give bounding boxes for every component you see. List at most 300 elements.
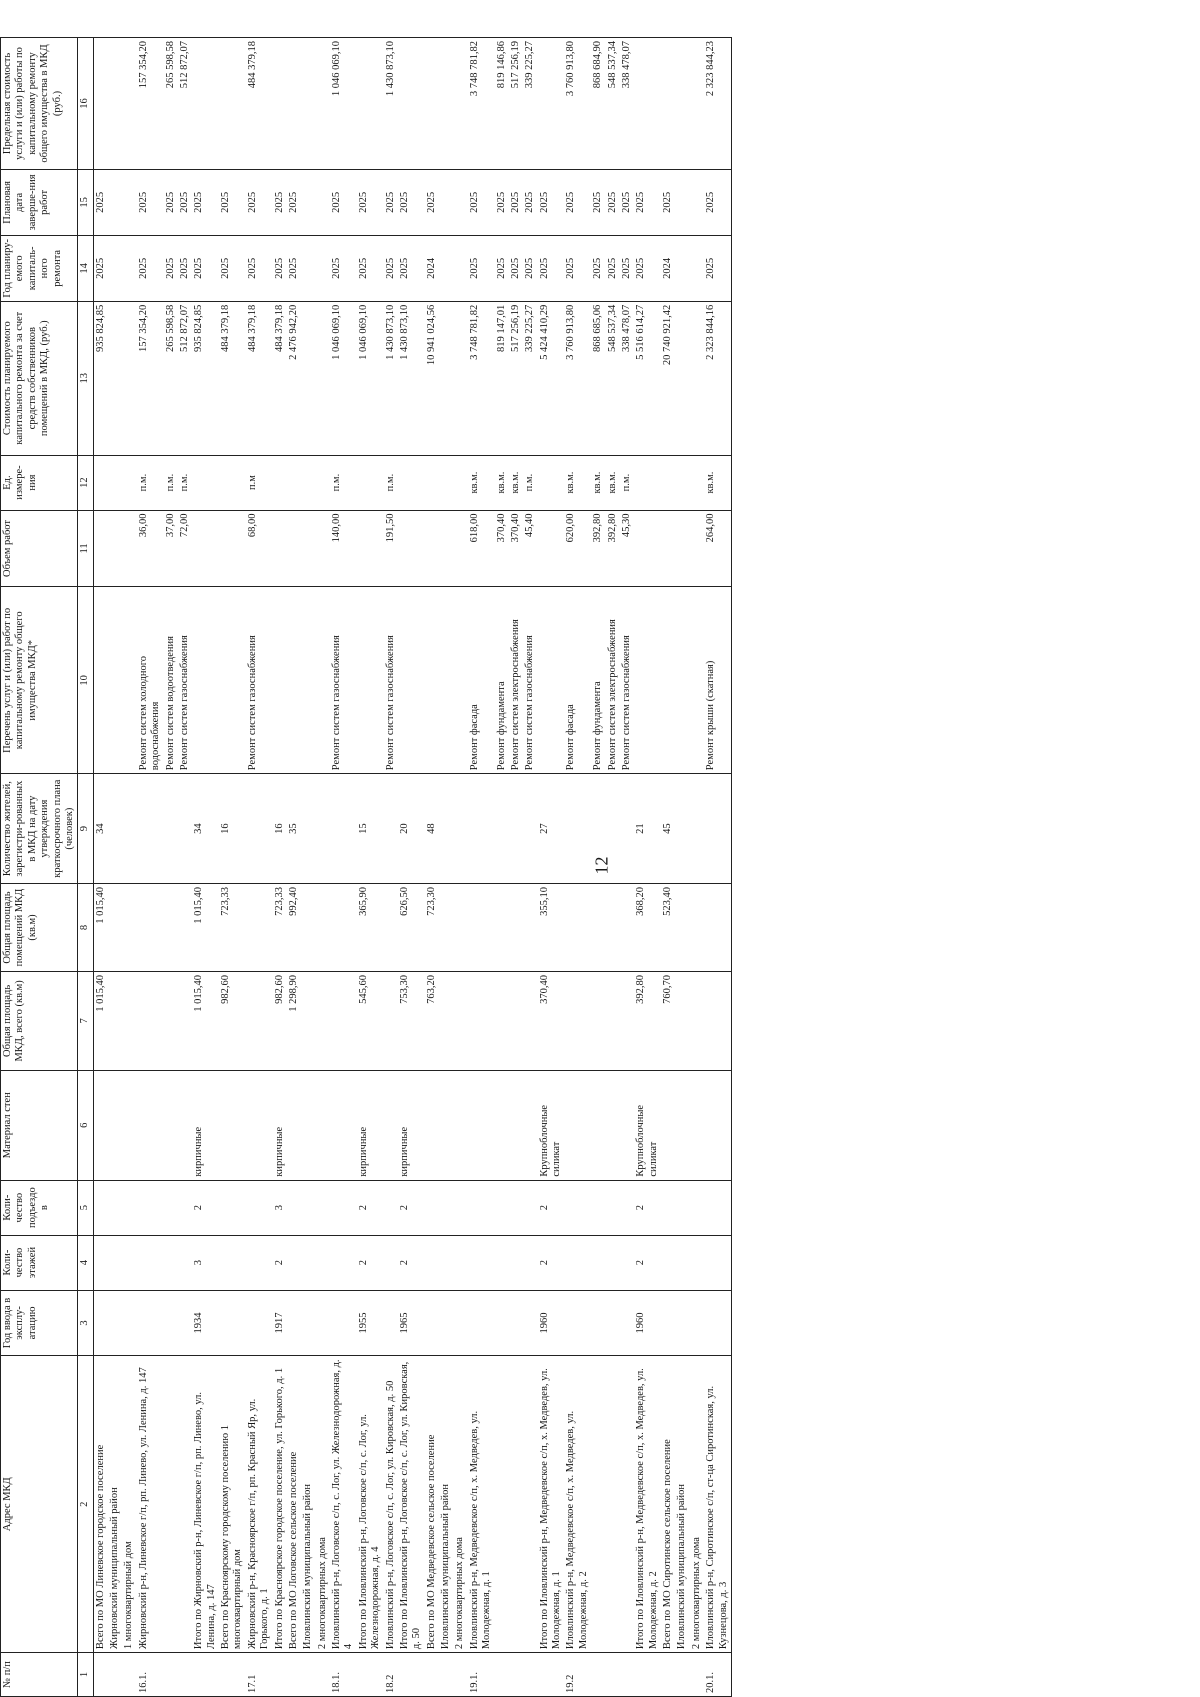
table-cell	[538, 455, 565, 510]
table-cell: 2025	[620, 169, 634, 235]
table-cell	[675, 1653, 689, 1697]
table-cell	[93, 1235, 108, 1290]
table-cell	[425, 1180, 439, 1235]
table-cell	[287, 1070, 301, 1180]
table-cell	[690, 169, 704, 235]
table-cell: Крупноблочные силикат	[634, 1070, 661, 1180]
table-cell: п.м	[246, 455, 273, 510]
table-cell: 868 684,90	[591, 38, 605, 170]
table-cell: 34	[192, 774, 219, 884]
table-cell	[495, 774, 509, 884]
table-cell	[453, 235, 467, 301]
table-cell	[690, 301, 704, 455]
table-row	[495, 38, 509, 1697]
table-row	[122, 38, 136, 1697]
table-row	[620, 38, 634, 1697]
table-cell: 45,40	[523, 510, 537, 587]
table-cell: 20	[398, 774, 425, 884]
table-cell: 2025	[273, 169, 287, 235]
table-cell: 723,33	[273, 884, 287, 972]
table-cell: 36,00	[137, 510, 164, 587]
table-cell: 1 430 873,10	[384, 301, 398, 455]
table-cell: Всего по МО Медведевское сельское поселение	[425, 1356, 439, 1653]
header-col-12: Ед. измере-ния	[1, 455, 78, 510]
table-cell	[137, 971, 164, 1070]
table-cell: 1 046 069,10	[330, 38, 357, 170]
table-cell	[108, 38, 122, 170]
table-cell: 2025	[523, 169, 537, 235]
table-cell	[330, 1290, 357, 1356]
table-cell: 484 379,18	[219, 301, 246, 455]
table-cell	[108, 774, 122, 884]
table-cell	[108, 455, 122, 510]
table-cell	[301, 1235, 315, 1290]
table-cell	[122, 235, 136, 301]
table-cell	[495, 884, 509, 972]
table-cell: 3 748 781,82	[468, 301, 495, 455]
table-cell: 37,00	[164, 510, 178, 587]
table-cell	[634, 510, 661, 587]
table-row	[164, 38, 178, 1697]
table-cell	[122, 38, 136, 170]
table-cell	[178, 774, 192, 884]
table-cell	[425, 1070, 439, 1180]
column-number-3: 3	[78, 1290, 93, 1356]
table-cell: 48	[425, 774, 439, 884]
table-cell: 370,40	[509, 510, 523, 587]
table-cell	[453, 38, 467, 170]
table-cell: 2025	[246, 169, 273, 235]
table-cell	[620, 1290, 634, 1356]
table-cell	[495, 1356, 509, 1653]
table-cell	[122, 1653, 136, 1697]
table-cell	[178, 884, 192, 972]
table-cell: п.м.	[137, 455, 164, 510]
table-cell	[93, 455, 108, 510]
table-cell: 935 824,85	[93, 301, 108, 455]
table-cell	[178, 1235, 192, 1290]
table-cell	[661, 1070, 675, 1180]
table-cell	[246, 774, 273, 884]
table-cell	[564, 1235, 591, 1290]
table-row	[246, 38, 273, 1697]
table-cell: 1 430 873,10	[384, 38, 398, 170]
table-cell	[192, 1653, 219, 1697]
table-cell	[439, 884, 453, 972]
table-cell: 392,80	[591, 510, 605, 587]
table-cell: 18.1.	[330, 1653, 357, 1697]
table-cell	[122, 455, 136, 510]
table-cell	[704, 1235, 731, 1290]
table-cell	[468, 1070, 495, 1180]
table-cell	[564, 774, 591, 884]
table-cell: Итого по Иловлинский р-н, Медведевское с/п, х. Медведев, ул. Молодежная, д. 1	[538, 1356, 565, 1653]
header-row	[1, 38, 78, 1697]
table-cell: кирпичные	[398, 1070, 425, 1180]
table-cell	[468, 884, 495, 972]
table-row	[287, 38, 301, 1697]
table-cell: 2 многоквартирных дома	[453, 1356, 467, 1653]
table-cell	[301, 169, 315, 235]
table-cell: 392,80	[634, 971, 661, 1070]
column-number-12: 12	[78, 455, 93, 510]
table-cell	[316, 235, 330, 301]
table-cell	[523, 1356, 537, 1653]
table-cell: 2 476 942,20	[287, 301, 301, 455]
table-cell	[122, 169, 136, 235]
table-cell	[620, 1070, 634, 1180]
table-cell	[93, 510, 108, 587]
table-cell	[316, 884, 330, 972]
table-cell: 2024	[661, 235, 675, 301]
table-cell	[219, 1180, 246, 1235]
table-cell: 2025	[273, 235, 287, 301]
table-cell: 517 256,19	[509, 38, 523, 170]
table-cell	[509, 1290, 523, 1356]
table-cell	[606, 1290, 620, 1356]
table-cell	[591, 1290, 605, 1356]
table-cell: 2025	[164, 169, 178, 235]
column-number-14: 14	[78, 235, 93, 301]
table-cell: 723,30	[425, 884, 439, 972]
table-cell: 517 256,19	[509, 301, 523, 455]
table-cell: 15	[357, 774, 384, 884]
column-number-5: 5	[78, 1180, 93, 1235]
table-cell: Ремонт систем газоснабжения	[384, 587, 398, 774]
table-row	[316, 38, 330, 1697]
table-cell: 760,70	[661, 971, 675, 1070]
table-cell	[316, 169, 330, 235]
table-row	[384, 38, 398, 1697]
table-cell	[122, 1070, 136, 1180]
table-cell	[606, 1356, 620, 1653]
header-col-6: Материал стен	[1, 1070, 78, 1180]
table-cell: 1 298,90	[287, 971, 301, 1070]
table-cell: 34	[93, 774, 108, 884]
table-cell	[690, 971, 704, 1070]
table-cell: 2	[634, 1235, 661, 1290]
table-cell	[108, 169, 122, 235]
table-cell	[690, 1180, 704, 1235]
table-cell	[538, 510, 565, 587]
table-cell	[439, 1070, 453, 1180]
table-cell: Ремонт систем газоснабжения	[246, 587, 273, 774]
table-cell	[620, 774, 634, 884]
table-cell: кв.м.	[468, 455, 495, 510]
table-row	[192, 38, 219, 1697]
column-number-15: 15	[78, 169, 93, 235]
table-row	[178, 38, 192, 1697]
table-cell: 19.2	[564, 1653, 591, 1697]
table-cell: Иловлинский р-н, Сиротинское с/п, ст-ца Сиротинская, ул. Кузнецова, д. 3	[704, 1356, 731, 1653]
table-row	[93, 38, 108, 1697]
table-cell	[122, 1180, 136, 1235]
table-cell	[316, 455, 330, 510]
table-cell: 2025	[330, 169, 357, 235]
table-cell: 1965	[398, 1290, 425, 1356]
table-cell	[453, 455, 467, 510]
table-cell: Итого по Иловлинский р-н, Логовское с/п, с. Лог, ул. Железнодорожная, д. 4	[357, 1356, 384, 1653]
table-cell	[219, 1235, 246, 1290]
table-cell	[137, 1235, 164, 1290]
table-cell: п.м.	[620, 455, 634, 510]
table-cell	[468, 1180, 495, 1235]
table-cell	[538, 38, 565, 170]
table-cell: 2025	[591, 235, 605, 301]
table-cell	[93, 587, 108, 774]
table-cell: 72,00	[178, 510, 192, 587]
table-cell	[495, 1653, 509, 1697]
table-cell	[620, 1356, 634, 1653]
table-cell	[495, 1290, 509, 1356]
column-number-1: 1	[78, 1653, 93, 1697]
table-cell	[273, 38, 287, 170]
table-row	[634, 38, 661, 1697]
table-cell	[453, 884, 467, 972]
header-col-2: Адрес МКД	[1, 1356, 78, 1653]
table-cell: 2025	[606, 235, 620, 301]
table-cell: 2025	[564, 169, 591, 235]
table-cell	[564, 884, 591, 972]
table-cell	[661, 1653, 675, 1697]
table-cell: 1 046 069,10	[330, 301, 357, 455]
table-cell	[137, 884, 164, 972]
table-cell: Жирновский муниципальный район	[108, 1356, 122, 1653]
table-cell: 2025	[661, 169, 675, 235]
table-cell: 819 147,01	[495, 301, 509, 455]
table-cell: Ремонт систем газоснабжения	[620, 587, 634, 774]
table-cell: 1 015,40	[192, 884, 219, 972]
table-cell: 1 046 069,10	[357, 301, 384, 455]
table-cell	[122, 301, 136, 455]
repair-plan-table	[0, 37, 732, 1697]
table-cell: кв.м.	[564, 455, 591, 510]
table-cell: 2025	[468, 235, 495, 301]
table-cell	[384, 1180, 398, 1235]
table-cell	[690, 1290, 704, 1356]
table-cell	[108, 235, 122, 301]
table-cell: Ремонт систем водоотведения	[164, 587, 178, 774]
table-cell: 20.1.	[704, 1653, 731, 1697]
table-row	[357, 38, 384, 1697]
table-cell	[453, 1180, 467, 1235]
table-cell: Итого по Иловлинский р-н, Медведевское с/п, х. Медведев, ул. Молодежная, д. 2	[634, 1356, 661, 1653]
table-cell	[591, 1235, 605, 1290]
table-cell	[523, 971, 537, 1070]
table-cell: Всего по МО Линевское городское поселение	[93, 1356, 108, 1653]
table-cell: Итого по Жирновский р-н, Линевское г/п, рп. Линево, ул. Ленина, д. 147	[192, 1356, 219, 1653]
table-cell	[509, 1356, 523, 1653]
table-cell: 2	[634, 1180, 661, 1235]
table-cell: 2 многоквартирных дома	[316, 1356, 330, 1653]
table-cell: 21	[634, 774, 661, 884]
table-cell: 2	[538, 1235, 565, 1290]
table-cell	[287, 587, 301, 774]
table-cell	[316, 1290, 330, 1356]
table-cell: 2025	[219, 169, 246, 235]
table-cell	[287, 1235, 301, 1290]
table-cell	[93, 1290, 108, 1356]
table-cell: 368,20	[634, 884, 661, 972]
table-cell: кв.м.	[606, 455, 620, 510]
table-cell	[468, 1235, 495, 1290]
table-cell: Ремонт систем холодного водоснабжения	[137, 587, 164, 774]
table-cell	[661, 38, 675, 170]
table-cell	[690, 455, 704, 510]
table-cell	[620, 1180, 634, 1235]
table-cell: 18.2	[384, 1653, 398, 1697]
table-cell: Ремонт крыши (скатная)	[704, 587, 731, 774]
table-cell: 365,90	[357, 884, 384, 972]
table-cell: Ремонт систем газоснабжения	[178, 587, 192, 774]
table-cell	[108, 1290, 122, 1356]
table-cell	[301, 1290, 315, 1356]
table-cell: Крупноблочные силикат	[538, 1070, 565, 1180]
table-cell	[137, 1070, 164, 1180]
table-cell	[690, 884, 704, 972]
table-cell: 339 225,27	[523, 38, 537, 170]
table-cell: Иловлинский р-н, Медведевское с/п, х. Медведев, ул. Молодежная, д. 2	[564, 1356, 591, 1653]
table-cell: Итого по Иловлинский р-н, Логовское с/п, с. Лог, ул. Кировская, д. 50	[398, 1356, 425, 1653]
page-number: 12	[591, 856, 612, 875]
table-cell: 753,30	[398, 971, 425, 1070]
table-cell	[178, 1653, 192, 1697]
table-cell	[620, 884, 634, 972]
table-row	[425, 38, 439, 1697]
table-cell: 2	[273, 1235, 287, 1290]
table-cell	[495, 1070, 509, 1180]
table-cell	[704, 1180, 731, 1235]
table-cell	[178, 971, 192, 1070]
table-cell	[164, 884, 178, 972]
table-cell	[301, 587, 315, 774]
table-cell	[93, 1070, 108, 1180]
header-col-14: Год планиру-емого капиталь-ного ремонта	[1, 235, 78, 301]
table-cell	[675, 169, 689, 235]
table-cell: 548 537,34	[606, 38, 620, 170]
table-cell: 1 015,40	[93, 884, 108, 972]
table-cell	[330, 971, 357, 1070]
table-cell: 2 323 844,23	[704, 38, 731, 170]
table-cell	[273, 455, 287, 510]
table-cell	[606, 774, 620, 884]
table-cell	[108, 1653, 122, 1697]
table-cell	[178, 1070, 192, 1180]
table-cell: 512 872,07	[178, 38, 192, 170]
table-cell: 2025	[398, 235, 425, 301]
table-cell	[704, 774, 731, 884]
table-cell	[690, 235, 704, 301]
table-cell	[675, 1290, 689, 1356]
table-cell: 1960	[634, 1290, 661, 1356]
table-cell	[439, 1235, 453, 1290]
table-row	[690, 38, 704, 1697]
table-cell	[357, 587, 384, 774]
table-cell	[273, 587, 287, 774]
table-cell	[330, 1235, 357, 1290]
table-cell: 1934	[192, 1290, 219, 1356]
header-col-4: Коли-чество этажей	[1, 1235, 78, 1290]
table-cell: 620,00	[564, 510, 591, 587]
table-cell: 2025	[178, 169, 192, 235]
table-cell: 1 015,40	[192, 971, 219, 1070]
table-cell	[439, 38, 453, 170]
table-row	[398, 38, 425, 1697]
table-cell	[439, 455, 453, 510]
table-cell: 45	[661, 774, 675, 884]
header-col-3: Год ввода в эксплу-атацию	[1, 1290, 78, 1356]
table-row	[509, 38, 523, 1697]
table-cell	[316, 1235, 330, 1290]
table-cell	[246, 1235, 273, 1290]
table-cell	[164, 1356, 178, 1653]
table-cell: 982,60	[273, 971, 287, 1070]
table-cell	[453, 587, 467, 774]
table-cell: 763,20	[425, 971, 439, 1070]
table-cell	[398, 587, 425, 774]
table-cell	[509, 1070, 523, 1180]
table-row	[273, 38, 287, 1697]
table-cell: 2025	[330, 235, 357, 301]
table-cell: 10 941 024,56	[425, 301, 439, 455]
table-cell: Ремонт фасада	[564, 587, 591, 774]
table-cell	[564, 1180, 591, 1235]
table-cell	[164, 1070, 178, 1180]
table-cell	[122, 884, 136, 972]
table-row	[439, 38, 453, 1697]
table-cell: 2025	[384, 169, 398, 235]
table-cell: 2025	[246, 235, 273, 301]
table-cell: 2025	[398, 169, 425, 235]
table-cell	[122, 1235, 136, 1290]
table-cell	[523, 884, 537, 972]
table-cell: 2024	[425, 235, 439, 301]
table-cell	[164, 971, 178, 1070]
table-cell: 484 379,18	[246, 38, 273, 170]
table-cell: 338 478,07	[620, 301, 634, 455]
column-number-16: 16	[78, 38, 93, 170]
table-cell: 2025	[538, 169, 565, 235]
table-cell	[453, 1235, 467, 1290]
table-cell	[606, 1070, 620, 1180]
table-cell	[219, 510, 246, 587]
table-cell	[439, 1653, 453, 1697]
table-row	[137, 38, 164, 1697]
table-cell: 2025	[287, 235, 301, 301]
table-cell: Ремонт систем электроснабжения	[606, 587, 620, 774]
table-cell	[246, 1070, 273, 1180]
table-cell	[316, 1180, 330, 1235]
table-cell	[453, 169, 467, 235]
table-cell	[468, 774, 495, 884]
table-cell	[439, 169, 453, 235]
table-cell: 2	[398, 1180, 425, 1235]
table-cell	[661, 587, 675, 774]
table-cell: 2	[357, 1180, 384, 1235]
table-cell: Иловлинский р-н, Логовское с/п, с. Лог, ул. Железнодорожная, д. 4	[330, 1356, 357, 1653]
table-cell: Иловлинский муниципальный район	[675, 1356, 689, 1653]
table-cell	[675, 774, 689, 884]
table-cell: 484 379,18	[273, 301, 287, 455]
table-cell: 2025	[620, 235, 634, 301]
table-cell	[219, 38, 246, 170]
table-cell	[301, 1653, 315, 1697]
table-cell	[675, 1070, 689, 1180]
table-cell	[287, 1653, 301, 1697]
table-cell	[398, 38, 425, 170]
table-cell: 16	[273, 774, 287, 884]
table-cell	[523, 1070, 537, 1180]
